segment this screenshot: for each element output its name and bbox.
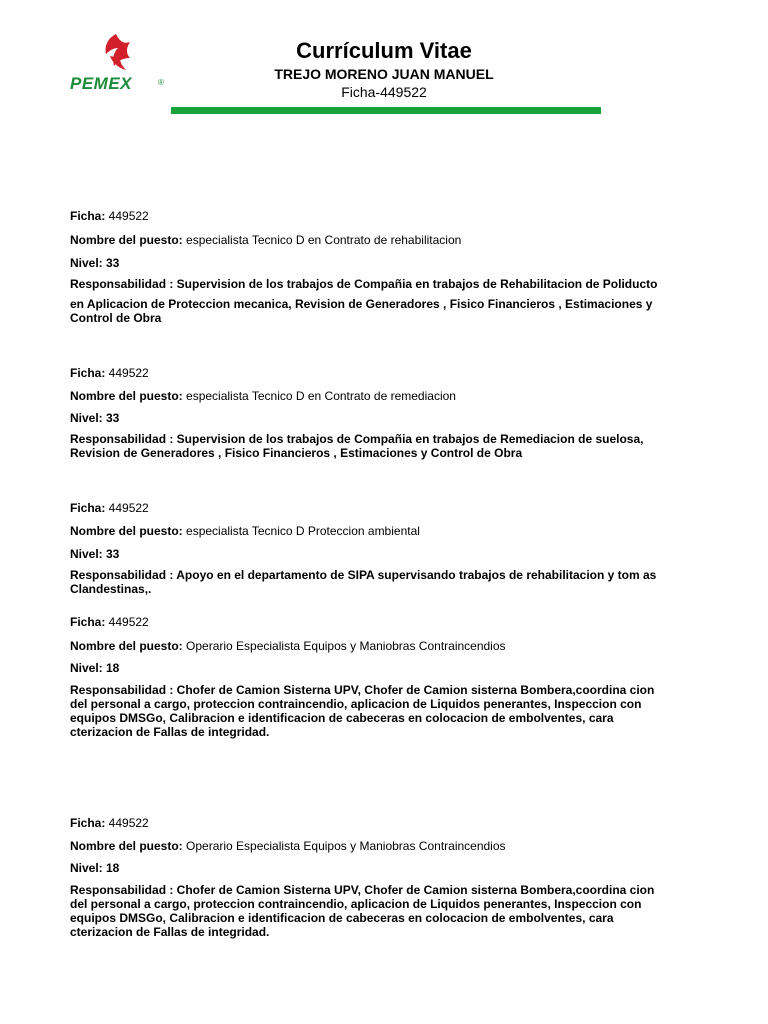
ficha-label: Ficha: (70, 366, 106, 380)
ficha-line (70, 366, 670, 380)
ficha-number: Ficha-449522 (341, 84, 427, 100)
puesto-line (70, 233, 670, 247)
puesto-line (70, 389, 670, 403)
responsabilidad-continuation: en Aplicacion de Proteccion mecanica, Revision de Generadores , Fisico Financieros , Estimaciones y Control de Obra (70, 297, 653, 325)
nivel: Nivel: 18 (70, 861, 120, 875)
ficha-value: 449522 (105, 615, 149, 629)
puesto-line (70, 639, 670, 653)
ficha-value: 449522 (105, 366, 149, 380)
person-name: TREJO MORENO JUAN MANUEL (274, 66, 494, 82)
puesto-value: especialista Tecnico D en Contrato de remediacion (182, 389, 456, 403)
ficha-label: Ficha: (70, 501, 106, 515)
ficha-label: Ficha: (70, 615, 106, 629)
ficha-line (70, 816, 670, 830)
responsabilidad: Responsabilidad : Chofer de Camion Sisterna UPV, Chofer de Camion sisterna Bombera,coordina cion del personal a cargo, proteccion contraincendio, aplicacion de Liquidos penerantes, Inspeccion con equipos DMSGo, Calibracion e identificacion de cabeceras en colocacion de embolventes, cara cterizacion de Fallas de integridad. (70, 683, 655, 739)
nivel: Nivel: 33 (70, 256, 120, 270)
puesto-value: Operario Especialista Equipos y Maniobras Contraincendios (182, 839, 506, 853)
nivel: Nivel: 33 (70, 547, 120, 561)
puesto-value: especialista Tecnico D Proteccion ambiental (182, 524, 420, 538)
logo-wordmark: PEMEX (70, 74, 133, 93)
responsabilidad: Responsabilidad : Supervision de los trabajos de Compañia en trabajos de Remediacion de suelosa, Revision de Generadores , Fisico Financieros , Estimaciones y Control de Obra (70, 432, 644, 460)
page-title: Currículum Vitae (296, 38, 472, 63)
responsabilidad: Responsabilidad : Chofer de Camion Sisterna UPV, Chofer de Camion sisterna Bombera,coordina cion del personal a cargo, proteccion contraincendio, aplicacion de Liquidos penerantes, Inspeccion con equipos DMSGo, Calibracion e identificacion de cabeceras en colocacion de embolventes, cara cterizacion de Fallas de integridad. (70, 883, 655, 939)
puesto-line (70, 524, 670, 538)
ficha-label: Ficha: (70, 816, 106, 830)
puesto-label: Nombre del puesto: (70, 233, 183, 247)
puesto-value: Operario Especialista Equipos y Maniobras Contraincendios (182, 639, 506, 653)
header-divider (171, 107, 601, 114)
registered-mark: ® (158, 78, 164, 87)
responsabilidad: Responsabilidad : Supervision de los trabajos de Compañia en trabajos de Rehabilitacion de Poliducto (70, 277, 658, 291)
puesto-label: Nombre del puesto: (70, 524, 183, 538)
puesto-label: Nombre del puesto: (70, 389, 183, 403)
puesto-label: Nombre del puesto: (70, 839, 183, 853)
ficha-value: 449522 (105, 209, 149, 223)
puesto-line (70, 839, 670, 853)
ficha-line (70, 615, 670, 629)
ficha-value: 449522 (105, 816, 149, 830)
responsabilidad: Responsabilidad : Apoyo en el departamento de SIPA supervisando trabajos de rehabilitacion y tom as Clandestinas,. (70, 568, 657, 596)
ficha-line (70, 209, 670, 223)
ficha-line (70, 501, 670, 515)
puesto-label: Nombre del puesto: (70, 639, 183, 653)
nivel: Nivel: 33 (70, 411, 120, 425)
ficha-value: 449522 (105, 501, 149, 515)
nivel: Nivel: 18 (70, 661, 120, 675)
ficha-label: Ficha: (70, 209, 106, 223)
puesto-value: especialista Tecnico D en Contrato de rehabilitacion (182, 233, 462, 247)
